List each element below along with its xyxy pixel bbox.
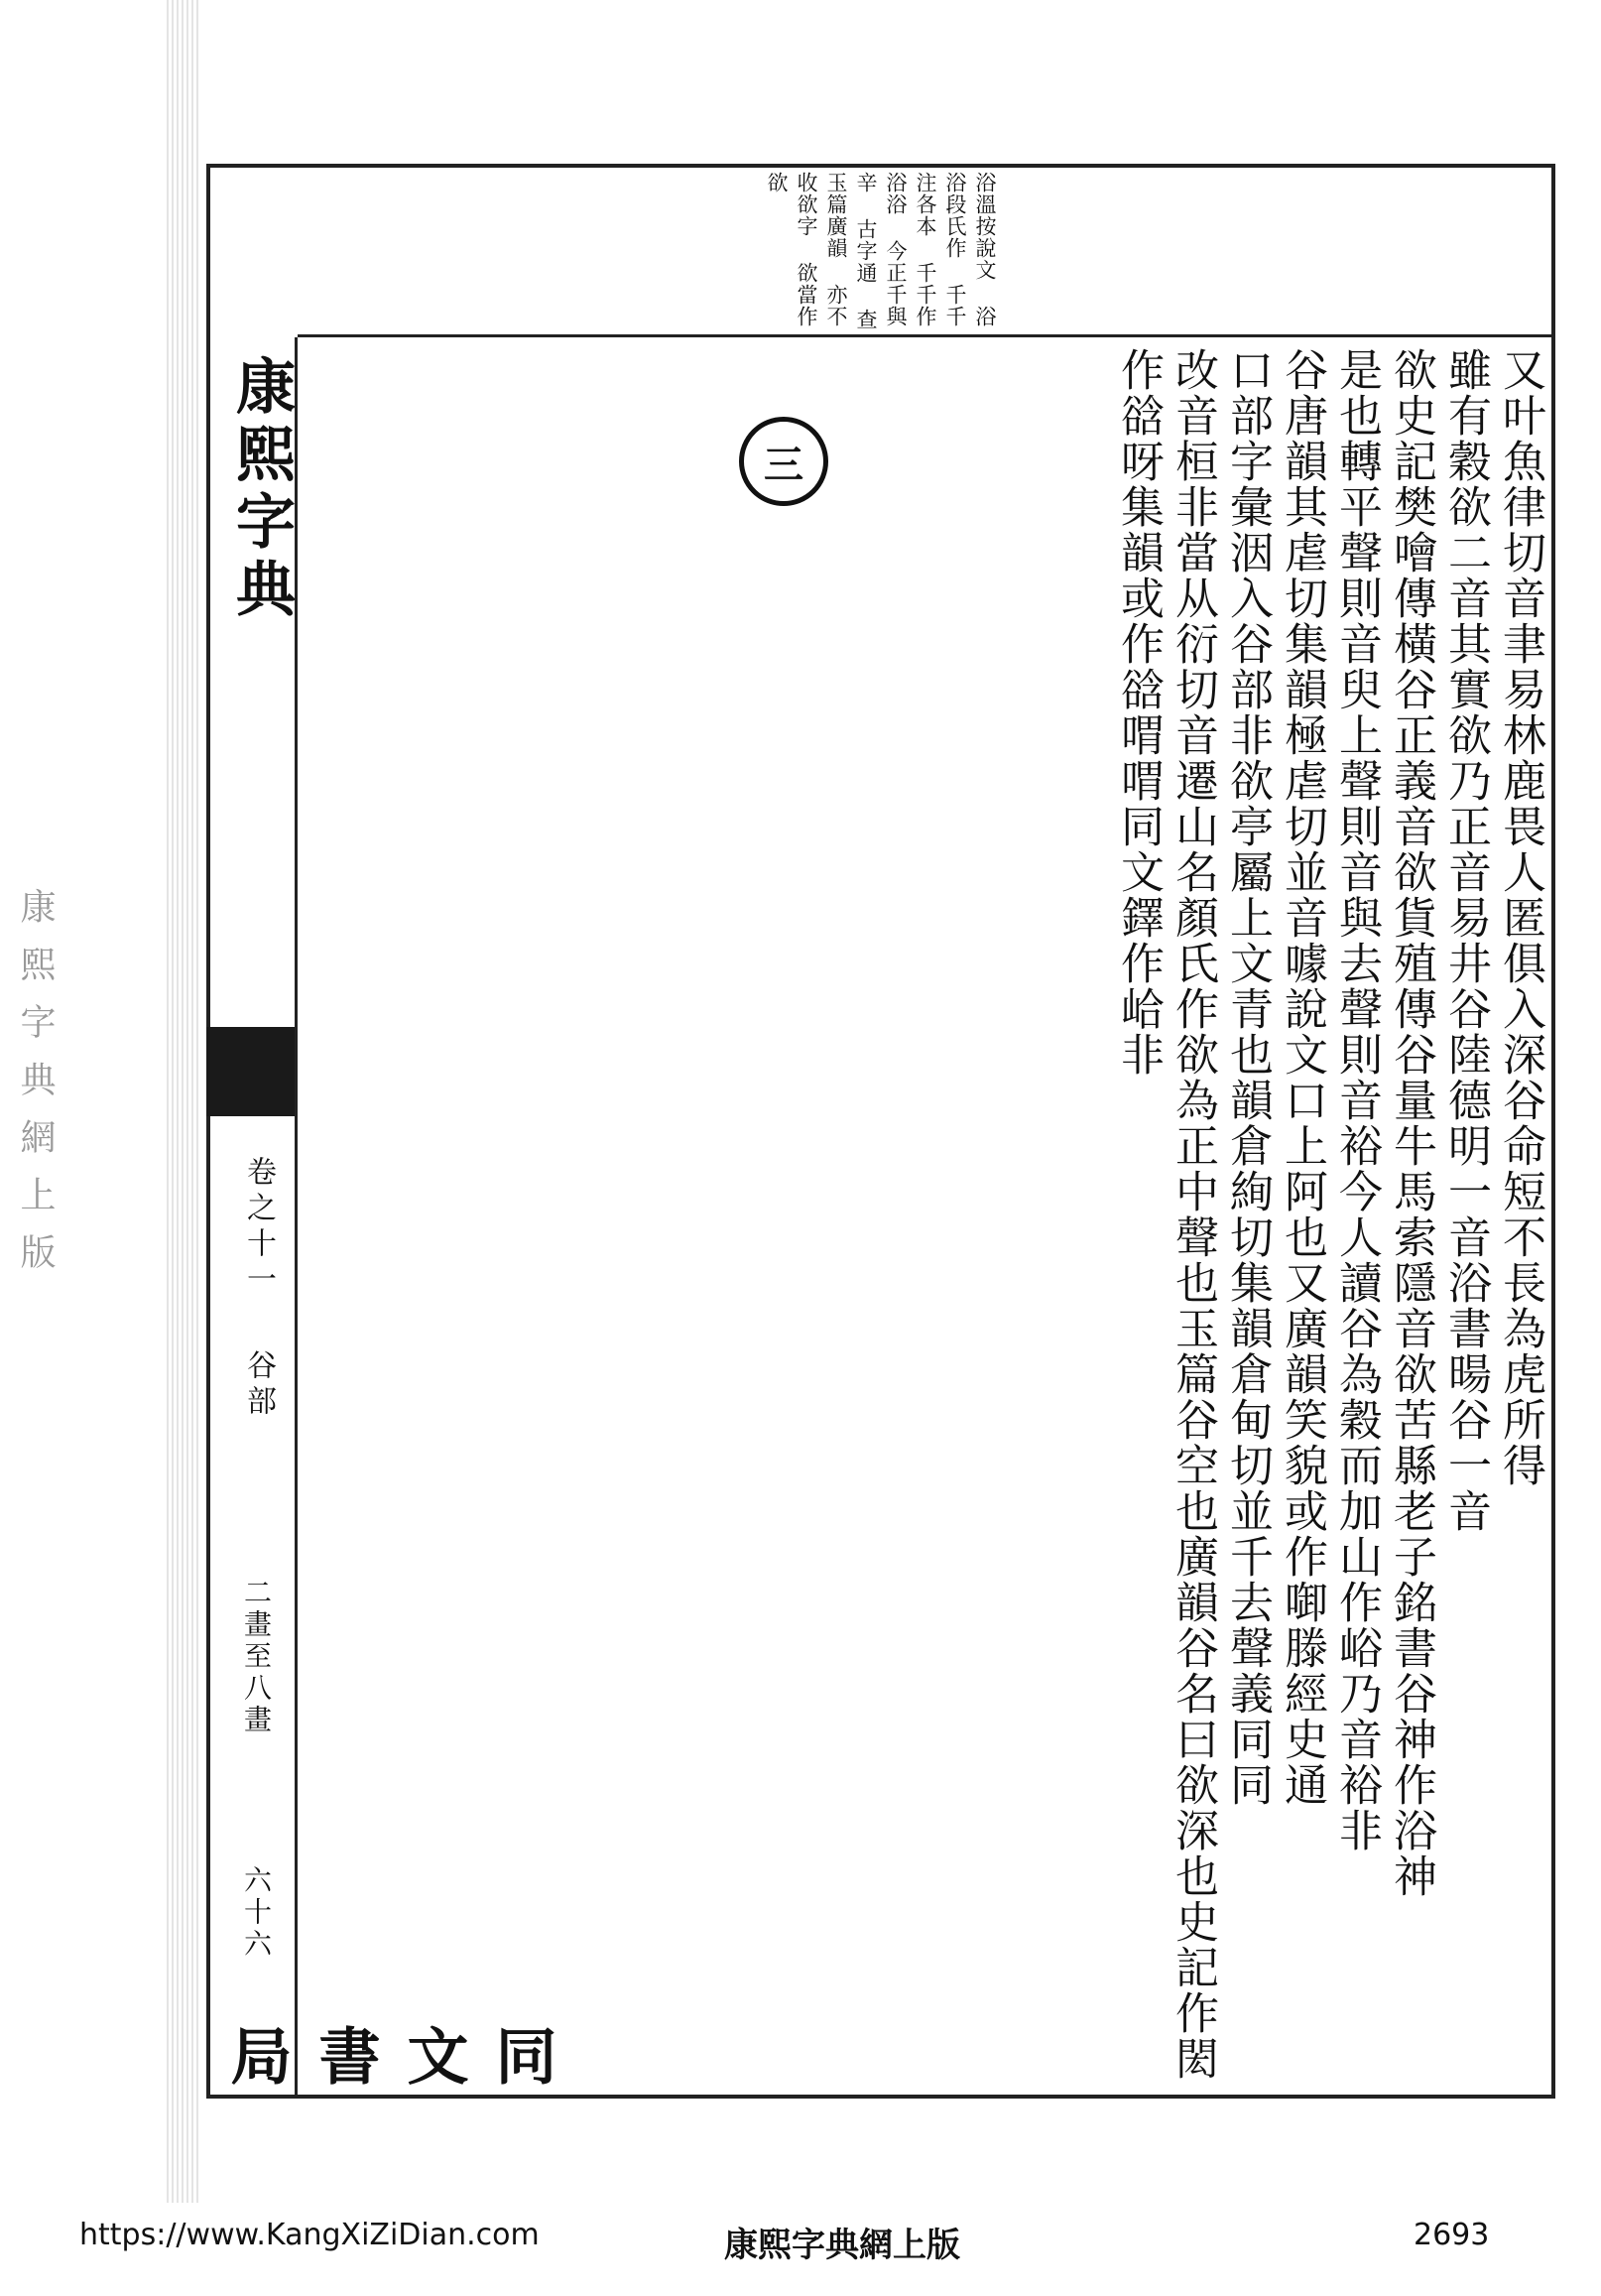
scan-binding-edge (167, 0, 198, 2203)
text-column: 史記作閎 (1168, 1899, 1218, 2082)
spine-radical: 谷部 (241, 1349, 276, 1421)
text-column: 雖有穀欲二音其實欲乃正音易井谷陸德明一音浴書暘谷一音 (1440, 347, 1491, 1534)
text-column: 曰欲深也 (1168, 1717, 1218, 1899)
text-column: 喟喟同文鐸作峆非 (1113, 712, 1164, 1078)
spine-stroke-range: 二畫至八畫 (240, 1578, 273, 1736)
text-column: 欲史記樊噲傳橫谷正義音欲貨殖傳谷量牛馬索隱音欲苦縣老子銘書谷神作浴神 (1386, 347, 1436, 1899)
footer-url[interactable]: https://www.KangXiZiDian.com (79, 2218, 540, 2252)
text-column: 谷唐韻其虐切集韻極虐切並音噱說文口上阿也又廣韻笑貌或作啣滕經史通 (1277, 347, 1327, 1808)
spine-page-number: 六十六 (240, 1865, 273, 1961)
side-watermark: 康熙字典網上版 (15, 888, 56, 1291)
dictionary-body-text (303, 347, 1547, 2089)
text-column: 韻倉絢切集韻倉甸切並千去聲義同 (1222, 1078, 1273, 1762)
page-spine (206, 337, 557, 2099)
text-column: 中聲也玉篇谷空也 (1168, 1169, 1218, 1534)
text-column: 口部字彙洇入谷部非 (1222, 347, 1273, 758)
entry-number-badge: 三 (739, 417, 828, 506)
text-column: 青也 (1222, 986, 1273, 1078)
spine-volume: 卷之十一 (241, 1156, 276, 1299)
spine-publisher: 同文書局 (220, 2024, 557, 2086)
footer-title: 康熙字典網上版 (724, 2226, 960, 2265)
page-footer (0, 2218, 1601, 2277)
text-column: 是也轉平聲則音臾上聲則音與去聲則音裕今人讀谷為穀而加山作峪乃音裕非 (1331, 347, 1382, 1853)
text-column: 作谽呀集韻或作谽 (1113, 347, 1164, 712)
spine-black-band (206, 1027, 295, 1116)
text-column: 顏氏作欲為正 (1168, 895, 1218, 1169)
text-column: 改音桓非當从衍切音遷山名 (1168, 347, 1218, 895)
header-note: 浴溫按說文 浴浴段氏作 千千注各本 千千作浴浴 今正千與辛 古字通 查玉篇廣韻 亦不收欲字 欲當作欲 (765, 172, 997, 330)
text-column: 欲亭屬 (1222, 758, 1273, 895)
text-column: 上文 (1222, 895, 1273, 986)
spine-title: 康熙字典 (226, 355, 296, 625)
footer-page-number: 2693 (1414, 2218, 1490, 2252)
text-column: 又叶魚律切音聿易林鹿畏人匿俱入深谷命短不長為虎所得 (1495, 347, 1545, 1488)
text-column: 同 (1222, 1762, 1273, 1808)
text-column: 廣韻谷名 (1168, 1534, 1218, 1717)
header-annotation-block (298, 164, 1555, 337)
